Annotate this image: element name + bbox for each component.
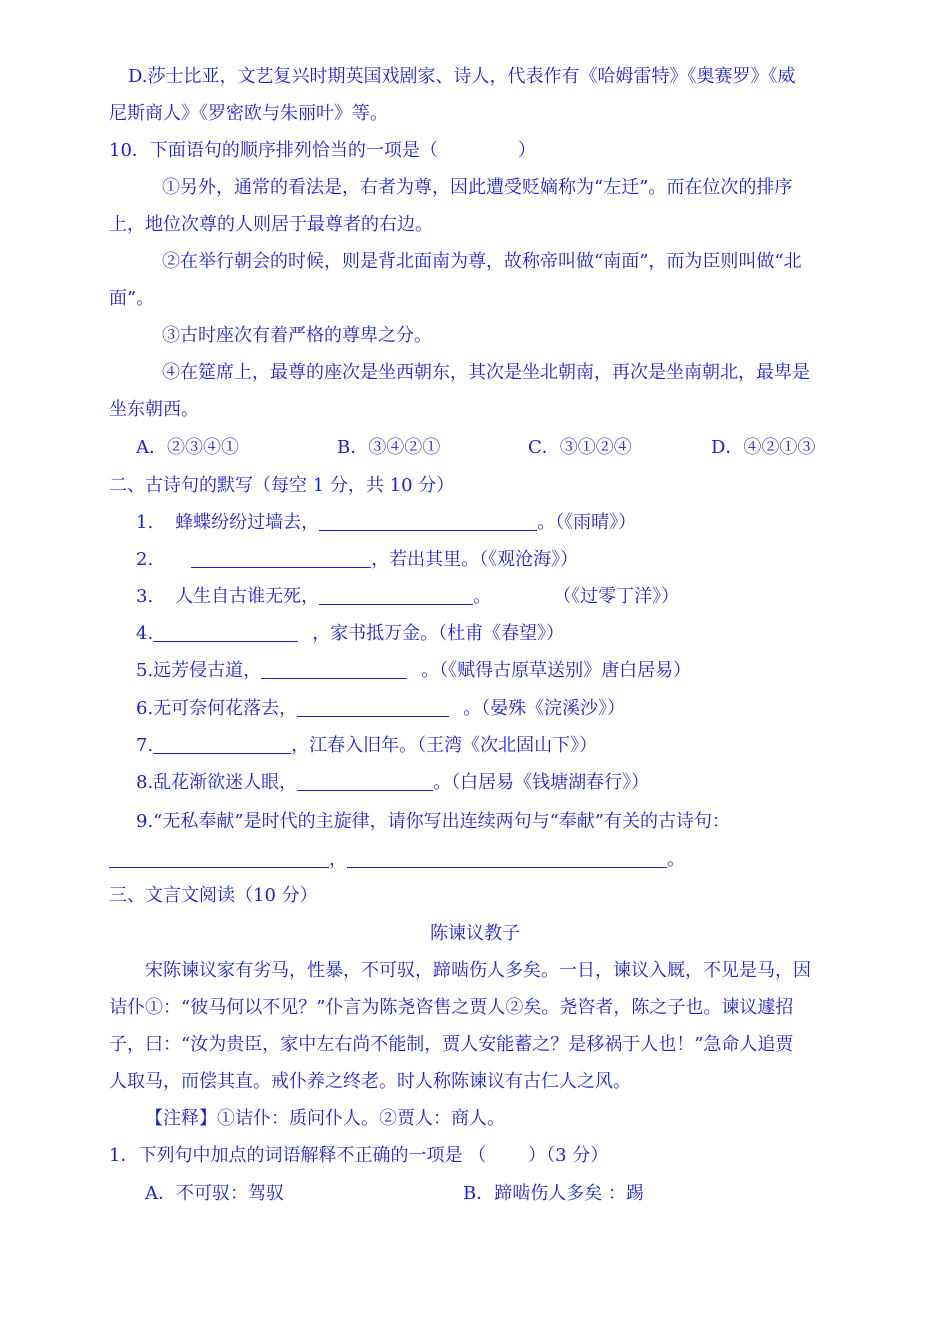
poem-item-2: 2. ，若出其里。（《观沧海》） bbox=[136, 549, 579, 570]
section3-title: 三、文言文阅读（10 分） bbox=[109, 885, 318, 906]
q9-option-d-line2: 尼斯商人》《罗密欧与朱丽叶》等。 bbox=[109, 103, 388, 124]
q10-sentence-2-line2: 面”。 bbox=[109, 288, 155, 309]
section2-title: 二、古诗句的默写（每空 1 分，共 10 分） bbox=[109, 475, 455, 496]
passage-title: 陈谏议教子 bbox=[430, 923, 520, 944]
answer-blank-3[interactable] bbox=[319, 586, 473, 605]
poem-item-7: 7. ，江春入旧年。（王湾《次北固山下》） bbox=[136, 735, 598, 756]
answer-blank-9a[interactable] bbox=[109, 849, 329, 868]
poem-item-9-answers: ， 。 bbox=[109, 848, 685, 872]
poem-item-5: 5.远芳侵古道， 。（《赋得古原草送别》唐白居易） bbox=[136, 660, 692, 681]
q10-option-d: D．④②①③ bbox=[711, 437, 816, 458]
passage-notes: 【注释】①诘仆：质问仆人。②贾人：商人。 bbox=[145, 1108, 505, 1129]
passage-line-2: 诘仆①：“彼马何以不见？”仆言为陈尧咨售之贾人②矣。尧咨者，陈之子也。谏议遽招 bbox=[109, 997, 794, 1018]
q10-option-c: C．③①②④ bbox=[528, 437, 632, 458]
answer-blank-4[interactable] bbox=[153, 623, 298, 642]
q10-sentence-1-line1: ①另外，通常的看法是，右者为尊，因此遭受贬嫡称为“左迁”。而在位次的排序 bbox=[162, 177, 793, 198]
poem-item-9: 9.“无私奉献”是时代的主旋律，请你写出连续两句与“奉献”有关的古诗句： bbox=[136, 811, 730, 832]
q10-stem-text: 10．下面语句的顺序排列恰当的一项是（ bbox=[109, 140, 438, 161]
answer-blank-1[interactable] bbox=[319, 512, 537, 531]
q10-option-b: B．③④②① bbox=[337, 437, 441, 458]
answer-blank-2[interactable] bbox=[191, 549, 371, 568]
s3-q1-option-b: B．蹄啮伤人多矣 ：踢 bbox=[463, 1183, 644, 1204]
q10-sentence-3: ③古时座次有着严格的尊卑之分。 bbox=[162, 325, 432, 346]
passage-line-4: 人取马，而偿其直。戒仆养之终老。时人称陈谏议有古仁人之风。 bbox=[109, 1071, 631, 1092]
q10-sentence-1-line2: 上，地位次尊的人则居于最尊者的右边。 bbox=[109, 214, 433, 235]
q10-sentence-2-line1: ②在举行朝会的时候，则是背北面南为尊，故称帝叫做“南面”，而为臣则叫做“北 bbox=[162, 251, 802, 272]
passage-line-3: 子，曰：“汝为贵臣，家中左右尚不能制，贾人安能蓄之？是移祸于人也！”急命人追贾 bbox=[109, 1034, 794, 1055]
q10-stem bbox=[109, 139, 536, 163]
passage-line-1: 宋陈谏议家有劣马，性暴，不可驭，蹄啮伤人多矣。一日，谏议入厩，不见是马，因 bbox=[145, 960, 811, 981]
poem-item-8: 8.乱花渐欲迷人眼， 。（白居易《钱塘湖春行》） bbox=[136, 772, 650, 793]
poem-item-4: 4. ，家书抵万金。（杜甫《春望》） bbox=[136, 623, 565, 644]
answer-blank-7[interactable] bbox=[153, 735, 291, 754]
q9-option-d-line1: D.莎士比亚，文艺复兴时期英国戏剧家、诗人，代表作有《哈姆雷特》《奥赛罗》《威 bbox=[128, 66, 796, 87]
q10-option-a: A．②③④① bbox=[136, 437, 239, 458]
q10-sentence-4-line1: ④在筵席上，最尊的座次是坐西朝东，其次是坐北朝南，再次是坐南朝北，最卑是 bbox=[162, 362, 810, 383]
s3-question-1: 1．下列句中加点的词语解释不正确的一项是 （ ）（3 分） bbox=[109, 1145, 609, 1166]
poem-item-1: 1. 蜂蝶纷纷过墙去， 。（《雨晴》） bbox=[136, 512, 637, 533]
poem-item-3: 3. 人生自古谁无死， 。 （《过零丁洋》） bbox=[136, 586, 680, 607]
q10-sentence-4-line2: 坐东朝西。 bbox=[109, 399, 199, 420]
s3-q1-option-a: A．不可驭：驾驭 bbox=[145, 1183, 284, 1204]
q10-stem-close: ） bbox=[517, 140, 536, 161]
answer-blank-5[interactable] bbox=[261, 660, 407, 679]
answer-blank-6[interactable] bbox=[297, 698, 449, 717]
answer-blank-9b[interactable] bbox=[347, 849, 667, 868]
answer-blank-8[interactable] bbox=[297, 772, 433, 791]
poem-item-6: 6.无可奈何花落去， 。（晏殊《浣溪沙》） bbox=[136, 698, 626, 719]
